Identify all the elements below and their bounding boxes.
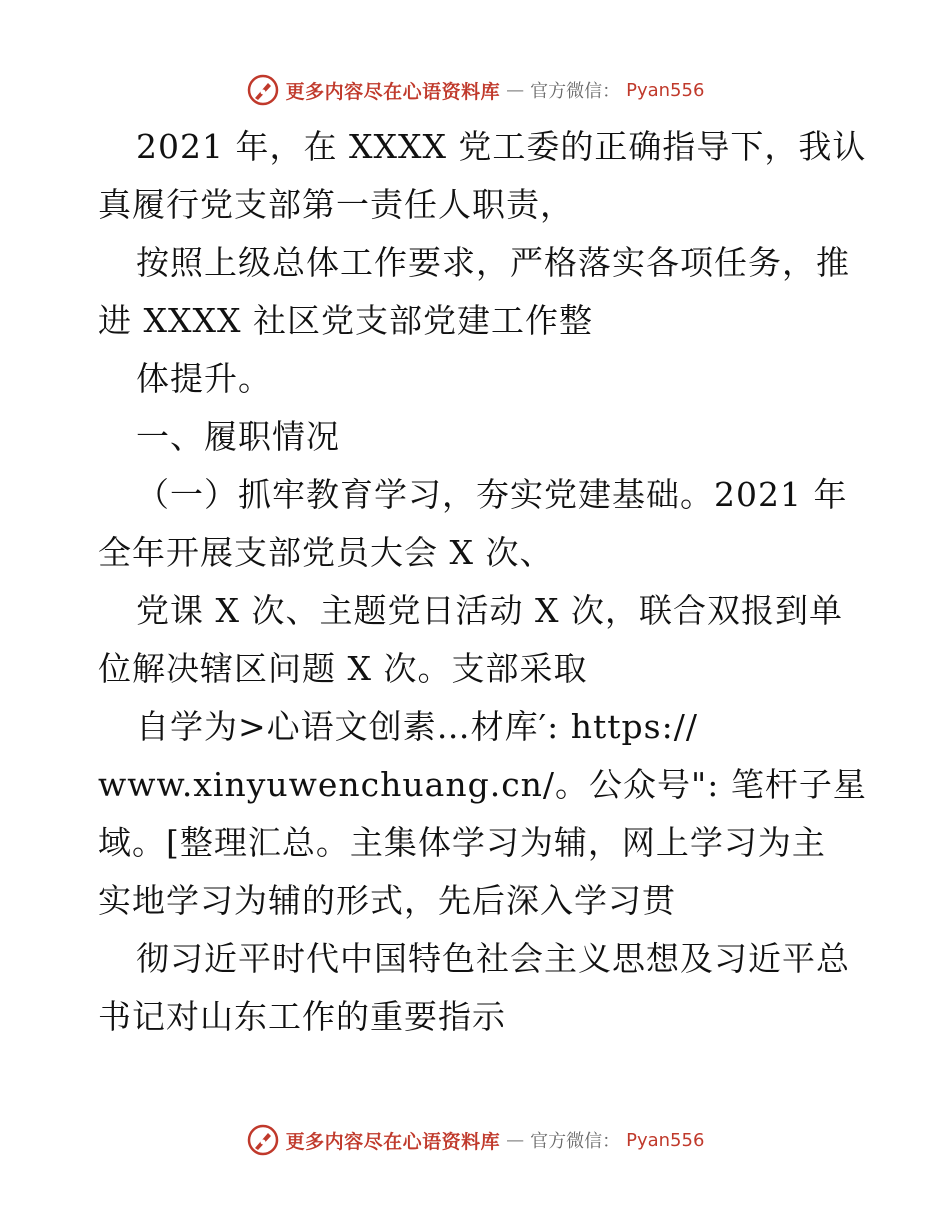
watermark-wechat-id: Pyan556: [626, 79, 705, 101]
text-line: 彻习近平时代中国特色社会主义思想及习近平总: [136, 939, 850, 978]
text-line: （一）抓牢教育学习，夯实党建基础。2021 年: [136, 475, 848, 514]
watermark-sub-text: 官方微信：: [530, 81, 621, 102]
text-line: 按照上级总体工作要求，严格落实各项任务，推: [136, 243, 850, 282]
text-line: 书记对山东工作的重要指示: [98, 997, 506, 1036]
watermark-sub-text: 官方微信：: [530, 1131, 621, 1152]
text-line: 位解决辖区问题 X 次。支部采取: [98, 649, 588, 688]
text-line: www.xinyuwenchuang.cn/。公众号": 笔杆子星: [98, 765, 867, 804]
text-line: 域。[整理汇总。主集体学习为辅，网上学习为主: [98, 823, 826, 862]
watermark-footer: [0, 1120, 950, 1160]
text-line: 党课 X 次、主题党日活动 X 次，联合双报到单: [136, 591, 843, 630]
section-heading: 一、履职情况: [136, 417, 340, 456]
text-line: 自学为>心语文创素…材库′: https://: [136, 707, 698, 746]
watermark-main-text: 更多内容尽在心语资料库: [285, 80, 501, 103]
watermark-separator: —: [506, 1129, 525, 1151]
text-line: 全年开展支部党员大会 X 次、: [98, 533, 554, 572]
text-line: 体提升。: [136, 359, 272, 398]
text-line: 2021 年，在 XXXX 党工委的正确指导下，我认: [136, 127, 867, 166]
pen-logo-icon: [246, 73, 280, 107]
text-line: 实地学习为辅的形式，先后深入学习贯: [98, 881, 676, 920]
watermark-main-text: 更多内容尽在心语资料库: [285, 1130, 501, 1153]
watermark-header: [0, 70, 950, 110]
document-body: [98, 118, 867, 1046]
text-line: 进 XXXX 社区党支部党建工作整: [98, 301, 593, 340]
watermark-wechat-id: Pyan556: [626, 1129, 705, 1151]
watermark-separator: —: [506, 79, 525, 101]
pen-logo-icon: [246, 1123, 280, 1157]
text-line: 真履行党支部第一责任人职责，: [98, 185, 574, 224]
